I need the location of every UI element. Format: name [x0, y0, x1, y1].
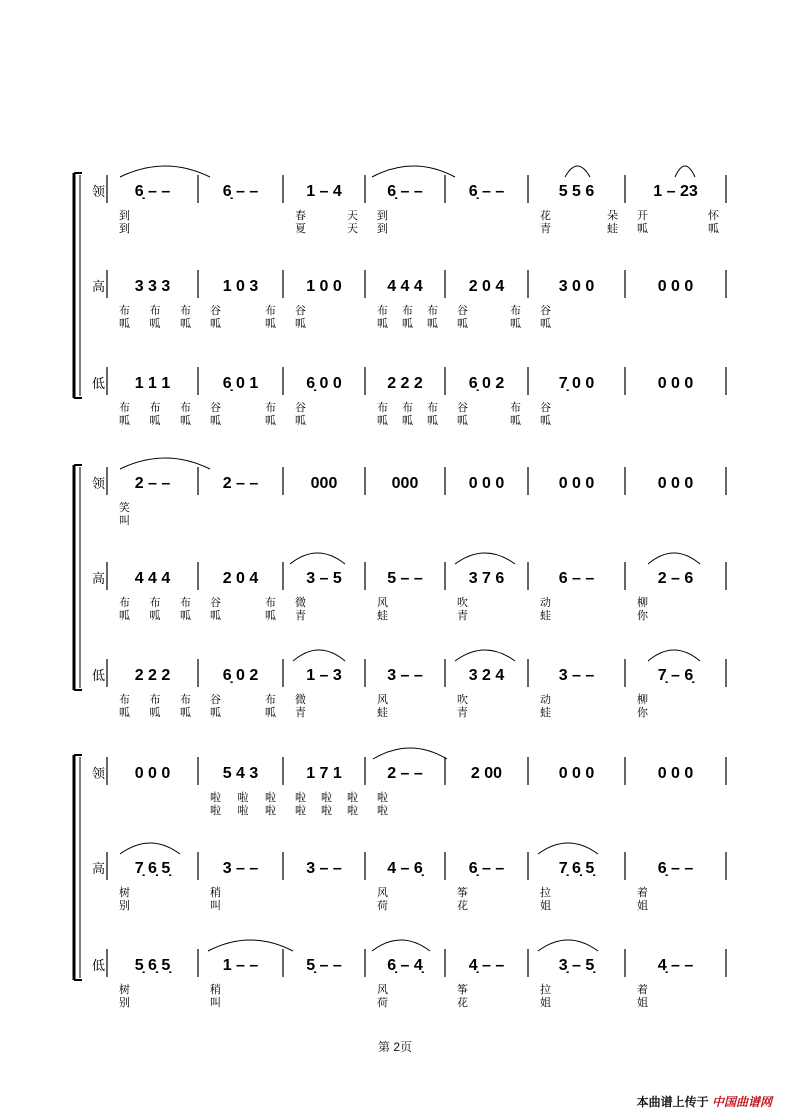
part-label: 高 — [92, 861, 106, 876]
score-system — [74, 755, 726, 1009]
slur — [455, 650, 515, 661]
lyric: 呱 — [119, 707, 130, 719]
score-system — [74, 173, 726, 427]
lyric: 姐 — [637, 997, 648, 1009]
lyric: 柳 — [637, 694, 648, 706]
lyric: 呱 — [180, 707, 191, 719]
slur — [675, 166, 695, 177]
lyric: 荷 — [377, 900, 388, 912]
lyric: 啦 — [237, 805, 249, 817]
notes: 5 – – — [387, 570, 423, 587]
lyric: 呱 — [265, 318, 276, 330]
notes: 0 0 0 — [134, 765, 171, 782]
lyric: 呱 — [149, 707, 161, 719]
lyric: 动 — [540, 694, 551, 706]
lyric: 呱 — [377, 318, 388, 330]
part-label: 高 — [92, 279, 106, 294]
notes: 1 1 1 — [134, 375, 171, 392]
notes: 7̣ 6̣ 5̣ — [134, 860, 171, 877]
lyric: 谷 — [210, 402, 221, 414]
lyric: 春 — [295, 210, 306, 222]
lyric: 啦 — [295, 805, 306, 817]
lyric: 布 — [265, 597, 276, 609]
lyric: 青 — [540, 223, 551, 235]
slur — [120, 166, 210, 177]
notes: 6̣ 0 0 — [306, 375, 342, 392]
lyric: 蛙 — [607, 223, 618, 235]
notes: 3 – – — [222, 860, 259, 877]
notes: 1 0 0 — [306, 278, 342, 295]
lyric: 蛙 — [377, 610, 388, 622]
lyric: 呱 — [402, 415, 413, 427]
lyric: 呱 — [210, 318, 221, 330]
lyric: 啦 — [210, 805, 221, 817]
lyric: 呱 — [149, 415, 161, 427]
lyric: 夏 — [295, 223, 306, 235]
lyric: 布 — [427, 402, 438, 414]
notes: 3 – 5 — [306, 570, 342, 587]
lyric: 呱 — [149, 318, 161, 330]
lyric: 笑 — [119, 502, 130, 514]
notes: 000 — [310, 475, 338, 492]
lyric: 啦 — [210, 792, 221, 804]
notes: 7̣ – 6̣ — [657, 667, 694, 684]
lyric: 布 — [265, 305, 276, 317]
lyric: 呱 — [295, 318, 306, 330]
lyric: 筝 — [457, 984, 468, 996]
lyric: 树 — [119, 887, 130, 899]
slur — [293, 650, 345, 661]
notes: 2 0 4 — [468, 278, 505, 295]
lyric: 啦 — [377, 805, 388, 817]
lyric: 蛙 — [540, 610, 551, 622]
lyric: 谷 — [457, 402, 468, 414]
part-label: 低 — [92, 668, 106, 683]
lyric: 布 — [180, 694, 191, 706]
notes: 0 0 0 — [657, 475, 694, 492]
notes: 3 3 3 — [134, 278, 171, 295]
lyric: 谷 — [210, 694, 221, 706]
part-label: 高 — [92, 571, 106, 586]
lyric: 啦 — [347, 805, 358, 817]
lyric: 谷 — [540, 402, 551, 414]
lyric: 布 — [377, 402, 388, 414]
lyric: 谷 — [210, 597, 221, 609]
lyric: 树 — [119, 984, 130, 996]
notes: 2 2 2 — [387, 375, 423, 392]
notes: 2 00 — [470, 765, 503, 782]
footer — [637, 1093, 772, 1110]
notes: 7̣ 0 0 — [558, 375, 595, 392]
slur — [120, 843, 180, 854]
lyric: 啦 — [237, 792, 249, 804]
lyric: 呱 — [457, 415, 468, 427]
lyric: 布 — [149, 305, 161, 317]
lyric: 呱 — [427, 318, 438, 330]
slur — [455, 553, 515, 564]
footer-text: 本曲谱上传于 — [636, 1095, 709, 1109]
notes: 3 – – — [558, 667, 595, 684]
lyric: 天 — [347, 223, 358, 235]
lyric: 呱 — [180, 318, 191, 330]
notes: 3 – – — [387, 667, 423, 684]
lyric: 布 — [265, 694, 276, 706]
lyric: 呱 — [637, 223, 648, 235]
lyric: 呱 — [180, 415, 191, 427]
notes: 0 0 0 — [558, 765, 595, 782]
lyric: 呱 — [427, 415, 438, 427]
notes: 6̣ 0 1 — [222, 375, 259, 392]
notes: 2 – – — [387, 765, 423, 782]
notes: 6̣ – – — [468, 860, 505, 877]
notes: 4 4 4 — [134, 570, 171, 587]
lyric: 呱 — [708, 223, 719, 235]
lyric: 呱 — [265, 610, 276, 622]
slur — [120, 458, 210, 469]
notes: 4̣ – – — [657, 957, 694, 974]
lyric: 花 — [457, 997, 468, 1009]
slur — [565, 166, 590, 177]
lyric: 微 — [295, 597, 306, 609]
lyric: 着 — [637, 984, 648, 996]
notes: 6̣ – 4̣ — [387, 957, 423, 974]
lyric: 呱 — [402, 318, 413, 330]
site-logo: 中国曲谱网 — [711, 1095, 772, 1109]
notes: 6 – – — [558, 570, 595, 587]
part-label: 低 — [92, 958, 106, 973]
lyric: 啦 — [377, 792, 388, 804]
lyric: 布 — [377, 305, 388, 317]
lyric: 呱 — [210, 707, 221, 719]
lyric: 叫 — [119, 515, 130, 527]
part-label: 领 — [92, 766, 106, 781]
lyric: 叫 — [210, 997, 221, 1009]
lyric: 天 — [347, 210, 358, 222]
lyric: 开 — [637, 210, 648, 222]
lyric: 呱 — [457, 318, 468, 330]
lyric: 呱 — [180, 610, 191, 622]
notes: 2 2 2 — [134, 667, 171, 684]
notes: 1 0 3 — [222, 278, 259, 295]
notes: 6̣ – – — [387, 183, 423, 200]
lyric: 呱 — [149, 610, 161, 622]
notes: 6̣ – – — [657, 860, 694, 877]
lyric: 拉 — [540, 887, 551, 899]
notes: 3 7 6 — [468, 570, 505, 587]
part-label: 领 — [92, 184, 106, 199]
lyric: 呱 — [265, 415, 276, 427]
lyric: 啦 — [295, 792, 306, 804]
lyric: 啦 — [265, 805, 276, 817]
lyric: 吹 — [457, 694, 468, 706]
slur — [372, 166, 455, 177]
lyric: 布 — [149, 402, 161, 414]
lyric: 青 — [295, 610, 306, 622]
notes: 5̣ 6̣ 5̣ — [134, 957, 171, 974]
slur — [372, 940, 430, 951]
slur — [648, 553, 700, 564]
lyric: 蛙 — [540, 707, 551, 719]
notes: 0 0 0 — [657, 375, 694, 392]
lyric: 呱 — [210, 610, 221, 622]
notes: 6̣ 0 2 — [468, 375, 505, 392]
lyric: 荷 — [377, 997, 388, 1009]
lyric: 朵 — [607, 210, 618, 222]
notes: 0 0 0 — [657, 278, 694, 295]
lyric: 啦 — [347, 792, 358, 804]
notes: 5̣ – – — [306, 957, 342, 974]
lyric: 布 — [402, 305, 413, 317]
lyric: 怀 — [708, 210, 719, 222]
lyric: 呱 — [119, 415, 130, 427]
notes: 6̣ – – — [468, 183, 505, 200]
notes: 1 – 4 — [306, 183, 342, 200]
lyric: 呱 — [119, 318, 130, 330]
lyric: 你 — [637, 610, 648, 622]
lyric: 着 — [637, 887, 648, 899]
lyric: 青 — [457, 707, 468, 719]
lyric: 布 — [119, 597, 130, 609]
lyric: 布 — [427, 305, 438, 317]
notes: 3 – – — [306, 860, 342, 877]
lyric: 谷 — [295, 305, 306, 317]
notes: 6̣ – – — [222, 183, 259, 200]
lyric: 呱 — [377, 415, 388, 427]
lyric: 蛙 — [377, 707, 388, 719]
lyric: 呱 — [295, 415, 306, 427]
lyric: 布 — [510, 402, 521, 414]
notes: 3 0 0 — [558, 278, 595, 295]
lyric: 姐 — [540, 900, 551, 912]
lyric: 拉 — [540, 984, 551, 996]
lyric: 布 — [119, 694, 130, 706]
notes: 7̣ 6̣ 5̣ — [558, 860, 595, 877]
lyric: 花 — [457, 900, 468, 912]
lyric: 动 — [540, 597, 551, 609]
lyric: 筝 — [457, 887, 468, 899]
lyric: 微 — [295, 694, 306, 706]
notes: 2 – – — [222, 475, 259, 492]
lyric: 布 — [180, 597, 191, 609]
part-label: 低 — [92, 376, 106, 391]
lyric: 青 — [457, 610, 468, 622]
lyric: 谷 — [457, 305, 468, 317]
notes: 0 0 0 — [468, 475, 505, 492]
lyric: 到 — [119, 223, 130, 235]
lyric: 柳 — [637, 597, 648, 609]
lyric: 叫 — [210, 900, 221, 912]
notes: 000 — [391, 475, 419, 492]
lyric: 布 — [119, 305, 130, 317]
lyric: 呱 — [510, 415, 521, 427]
lyric: 呱 — [540, 318, 551, 330]
notes: 4̣ – – — [468, 957, 505, 974]
lyric: 姐 — [540, 997, 551, 1009]
notes: 3 2 4 — [468, 667, 505, 684]
lyric: 布 — [265, 402, 276, 414]
slur — [373, 748, 447, 759]
notes: 1 – 3 — [306, 667, 342, 684]
lyric: 布 — [180, 402, 191, 414]
lyric: 青 — [295, 707, 306, 719]
notes: 6̣ 0 2 — [222, 667, 259, 684]
notes: 6̣ – – — [134, 183, 171, 200]
notes: 1 – 23 — [653, 183, 698, 200]
lyric: 别 — [119, 997, 130, 1009]
page-number: 第 2页 — [377, 1040, 412, 1054]
notes: 3̣ – 5̣ — [558, 957, 595, 974]
notes: 4 4 4 — [387, 278, 423, 295]
lyric: 谷 — [295, 402, 306, 414]
notes: 2 – 6 — [657, 570, 694, 587]
lyric: 布 — [149, 597, 161, 609]
notes: 1 7 1 — [306, 765, 342, 782]
notes: 2 – – — [134, 475, 171, 492]
lyric: 呱 — [210, 415, 221, 427]
lyric: 风 — [377, 984, 388, 996]
lyric: 啦 — [265, 792, 276, 804]
lyric: 呱 — [265, 707, 276, 719]
lyric: 稍 — [210, 984, 221, 996]
lyric: 布 — [510, 305, 521, 317]
slur — [208, 940, 293, 951]
notes: 4 – 6̣ — [387, 860, 423, 877]
slur — [648, 650, 700, 661]
lyric: 别 — [119, 900, 130, 912]
lyric: 呱 — [510, 318, 521, 330]
lyric: 到 — [119, 210, 130, 222]
lyric: 布 — [149, 694, 161, 706]
lyric: 呱 — [540, 415, 551, 427]
notes: 0 0 0 — [657, 765, 694, 782]
slur — [290, 553, 345, 564]
score-system — [74, 465, 726, 719]
lyric: 稍 — [210, 887, 221, 899]
lyric: 到 — [377, 210, 388, 222]
lyric: 姐 — [637, 900, 648, 912]
lyric: 呱 — [119, 610, 130, 622]
notes: 5 4 3 — [222, 765, 259, 782]
notes: 1 – – — [222, 957, 259, 974]
lyric: 啦 — [321, 805, 332, 817]
notes: 0 0 0 — [558, 475, 595, 492]
lyric: 到 — [377, 223, 388, 235]
lyric: 吹 — [457, 597, 468, 609]
lyric: 布 — [402, 402, 413, 414]
lyric: 谷 — [210, 305, 221, 317]
lyric: 谷 — [540, 305, 551, 317]
slur — [538, 843, 598, 854]
lyric: 风 — [377, 597, 388, 609]
lyric: 风 — [377, 694, 388, 706]
lyric: 布 — [119, 402, 130, 414]
lyric: 布 — [180, 305, 191, 317]
lyric: 啦 — [321, 792, 332, 804]
part-label: 领 — [92, 476, 106, 491]
notes: 2 0 4 — [222, 570, 259, 587]
lyric: 花 — [540, 210, 551, 222]
slur — [538, 940, 598, 951]
notes: 5 5 6 — [558, 183, 595, 200]
lyric: 你 — [637, 707, 648, 719]
lyric: 风 — [377, 887, 388, 899]
